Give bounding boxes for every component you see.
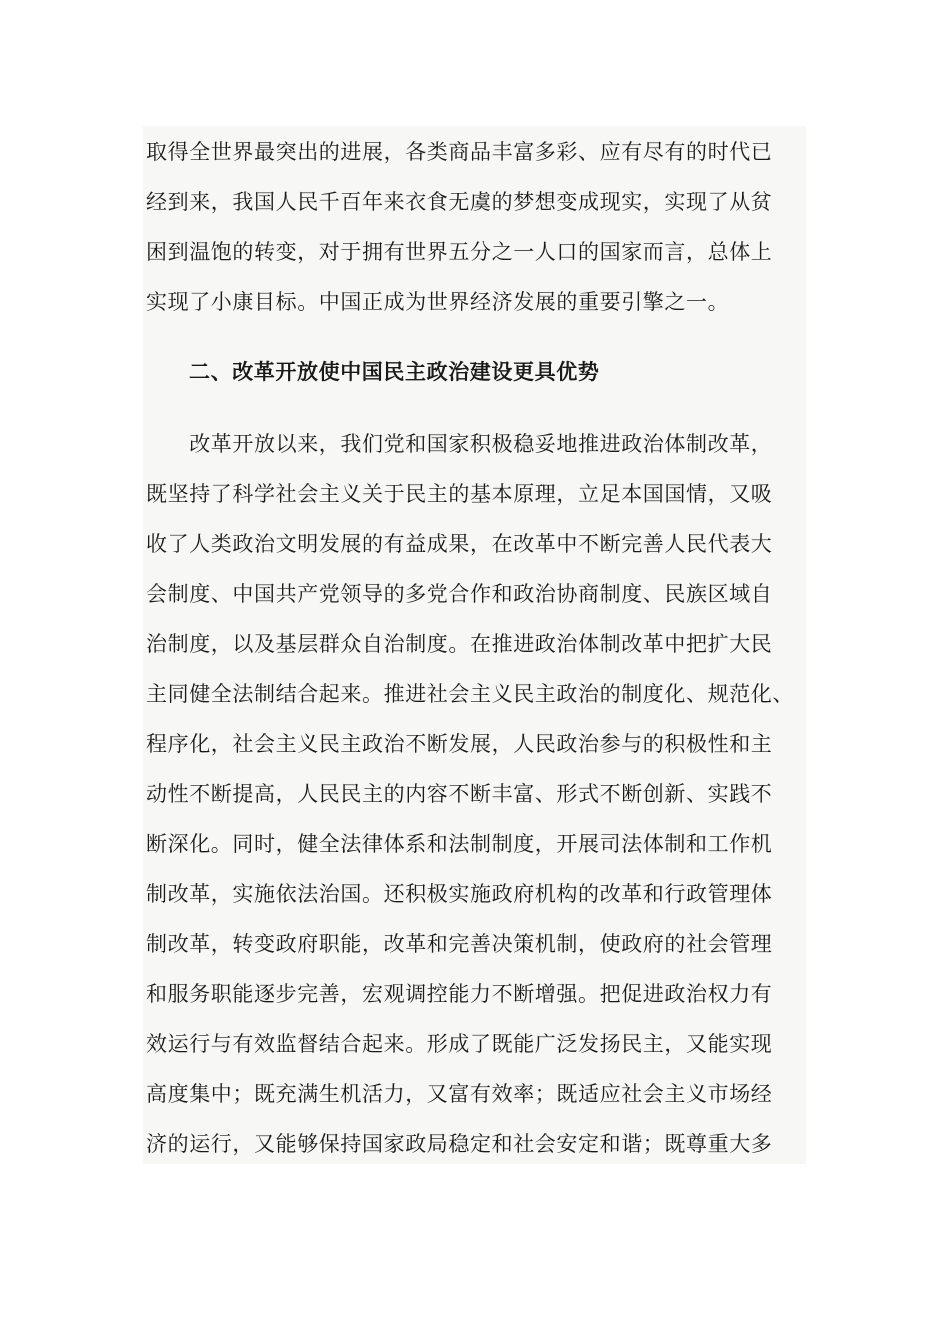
paragraph-1-line-2: 经到来，我国人民千百年来衣食无虞的梦想变成现实，实现了从贫	[146, 190, 773, 214]
paragraph-2-line-14: 高度集中；既充满生机活力，又富有效率；既适应社会主义市场经	[146, 1082, 773, 1106]
paragraph-2-line-10: 制改革，实施依法治国。还积极实施政府机构的改革和行政管理体	[146, 882, 773, 906]
paragraph-2-line-3: 收了人类政治文明发展的有益成果，在改革中不断完善人民代表大	[146, 532, 773, 556]
section-heading: 二、改革开放使中国民主政治建设更具优势	[189, 359, 600, 384]
paragraph-2-line-2: 既坚持了科学社会主义关于民主的基本原理，立足本国国情，又吸	[146, 482, 773, 506]
paragraph-2-line-9: 断深化。同时，健全法律体系和法制制度，开展司法体制和工作机	[146, 832, 773, 856]
paragraph-2-line-15: 济的运行，又能够保持国家政局稳定和社会安定和谐；既尊重大多	[146, 1132, 773, 1156]
paragraph-1-line-3: 困到温饱的转变，对于拥有世界五分之一人口的国家而言，总体上	[146, 240, 773, 264]
paragraph-2-line-13: 效运行与有效监督结合起来。形成了既能广泛发扬民主，又能实现	[146, 1032, 773, 1056]
paragraph-2-line-4: 会制度、中国共产党领导的多党合作和政治协商制度、民族区域自	[146, 582, 773, 606]
paragraph-2-line-5: 治制度，以及基层群众自治制度。在推进政治体制改革中把扩大民	[146, 632, 773, 656]
paragraph-2-line-11: 制改革，转变政府职能，改革和完善决策机制，使政府的社会管理	[146, 932, 773, 956]
paragraph-2-line-12: 和服务职能逐步完善，宏观调控能力不断增强。把促进政治权力有	[146, 982, 773, 1006]
paragraph-1-line-1: 取得全世界最突出的进展，各类商品丰富多彩、应有尽有的时代已	[146, 140, 773, 164]
paragraph-2-line-6: 主同健全法制结合起来。推进社会主义民主政治的制度化、规范化、	[146, 682, 794, 706]
paragraph-2-line-7: 程序化，社会主义民主政治不断发展，人民政治参与的积极性和主	[146, 732, 773, 756]
paragraph-2-line-1: 改革开放以来，我们党和国家积极稳妥地推进政治体制改革，	[146, 432, 773, 456]
paragraph-2-line-8: 动性不断提高，人民民主的内容不断丰富、形式不断创新、实践不	[146, 782, 773, 806]
paragraph-1-line-4: 实现了小康目标。中国正成为世界经济发展的重要引擎之一。	[146, 290, 730, 314]
